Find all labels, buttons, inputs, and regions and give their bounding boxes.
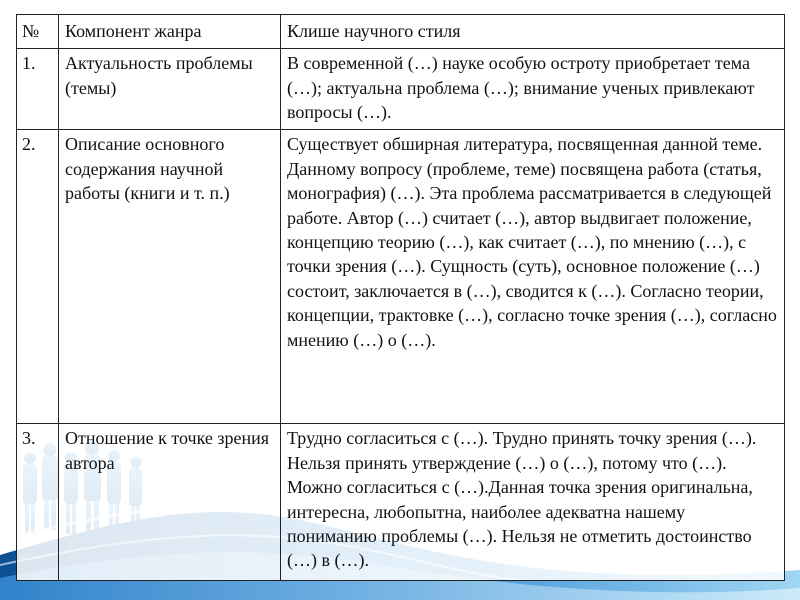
row-cliche: Трудно согласиться с (…). Трудно принять точку зрения (…). Нельзя принять утверждение (…) о (…), потому что (…). Можно согласиться с (…).Данная точка зрения оригинальна, интересна, любопытна, наиболее адекватна нашему пониманию проблемы (…). Нельзя не отметить достоинство (…) в (…).	[281, 424, 785, 581]
row-num: 2.	[17, 130, 59, 424]
header-cliche: Клише научного стиля	[281, 15, 785, 49]
row-cliche: В современной (…) науке особую остроту приобретает тема (…); актуальна проблема (…); внимание ученых привлекают вопросы (…).	[281, 49, 785, 130]
header-component: Компонент жанра	[59, 15, 281, 49]
row-component: Описание основного содержания научной работы (книги и т. п.)	[59, 130, 281, 424]
row-component: Актуальность проблемы (темы)	[59, 49, 281, 130]
row-cliche: Существует обширная литература, посвященная данной теме. Данному вопросу (проблеме, теме) посвящена работа (статья, монография) (…). Эта проблема рассматривается в следующей работе. Автор (…) считает (…), автор выдвигает положение, концепцию теорию (…), как считает (…), по мнению (…), с точки зрения (…). Сущность (суть), основное положение (…) состоит, заключается в (…), сводится к (…). Согласно теории, концепции, трактовке (…), согласно точке зрения (…), согласно мнению (…) о (…).	[281, 130, 785, 424]
row-component: Отношение к точке зрения автора	[59, 424, 281, 581]
header-num: №	[17, 15, 59, 49]
row-num: 3.	[17, 424, 59, 581]
row-num: 1.	[17, 49, 59, 130]
table-row	[17, 130, 785, 424]
table-row	[17, 49, 785, 130]
table-header-row	[17, 15, 785, 49]
cliche-table	[16, 14, 785, 581]
table-row	[17, 424, 785, 581]
